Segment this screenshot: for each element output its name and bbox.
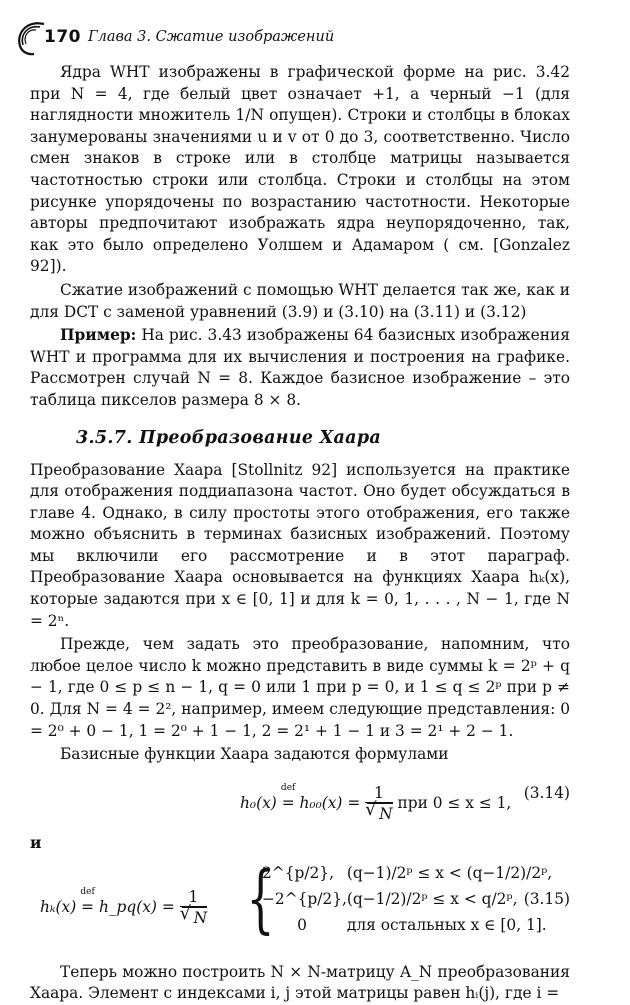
eq1-condition: при 0 ≤ x ≤ 1, [397, 793, 512, 812]
eq1-lhs: h₀(x) [240, 793, 277, 812]
running-title: Глава 3. Сжатие изображений [88, 29, 335, 45]
example-text: На рис. 3.43 изображены 64 базисных изображения WHT и программа для их вычисления и построения на графике. Рассмотрен случай N = 8. Каждое базисное изображение – это таблица пикселов размера 8 × 8. [30, 326, 570, 409]
page-body [30, 62, 570, 1005]
eq2-number: (3.15) [523, 889, 570, 908]
case-row-3 [262, 916, 547, 934]
paragraph-wht-compression: Сжатие изображений с помощью WHT делается так же, как и для DCT с заменой уравнений (3.9) и (3.10) на (3.11) и (3.12) [30, 280, 570, 321]
page-header [14, 18, 614, 58]
page-number: 170 [44, 27, 81, 47]
example-label: Пример: [60, 326, 137, 345]
case-row-1 [262, 864, 552, 882]
paragraph-example [30, 325, 570, 411]
case-3-value: 0 [297, 915, 307, 934]
eq2-def-equals: def = [80, 886, 95, 916]
case-1-condition: (q−1)/2ᵖ ≤ x < (q−1/2)/2ᵖ, [346, 863, 553, 882]
equation-3-14 [30, 776, 570, 830]
paragraph-haar-intro: Преобразование Хаара [Stollnitz 92] используется на практике для отображения поддиапазона частот. Оно будет обсуждаться в главе 4. Однако, в силу простоты этого отображения, его также можно объяснить в терминах базисных изображений. Поэтому мы включили его рассмотрение и в этот параграф. Преобразование Хаара основывается на функциях Хаара hₖ(x), которые задаются при x ∈ [0, 1] и для k = 0, 1, . . . , N − 1, где N = 2ⁿ. [30, 460, 570, 630]
case-2-condition: (q−1/2)/2ᵖ ≤ x < q/2ᵖ, [346, 889, 518, 908]
eq2-lhs: hₖ(x) [40, 897, 77, 916]
paragraph-haar-matrix: Теперь можно построить N × N-матрицу A_N преобразования Хаара. Элемент с индексами i, j этой матрицы равен hᵢ(j), где i = [30, 962, 570, 1003]
equation-3-15 [30, 855, 570, 948]
paragraph-integer-representation: Прежде, чем задать это преобразование, напомним, что любое целое число k можно представить в виде суммы k = 2ᵖ + q − 1, где 0 ≤ p ≤ n − 1, q = 0 или 1 при p = 0, и 1 ≤ q ≤ 2ᵖ при p ≠ 0. Для N = 4 = 2², например, имеем следующие представления: 0 = 2⁰ + 0 − 1, 1 = 2⁰ + 1 − 1, 2 = 2¹ + 1 − 1 и 3 = 2¹ + 2 − 1. [30, 635, 570, 740]
left-brace: { [246, 855, 275, 942]
and-conjunction: и [30, 833, 42, 852]
eq1-mid: h₀₀(x) = [299, 793, 361, 812]
eq1-def-equals: def = [280, 782, 296, 812]
section-title: 3.5.7. Преобразование Хаара [76, 427, 382, 448]
case-1-value: 2^{p/2}, [262, 863, 334, 882]
paragraph-basis-functions: Базисные функции Хаара задаются формулами [60, 745, 449, 764]
eq1-number: (3.14) [523, 783, 570, 802]
case-3-condition: для остальных x ∈ [0, 1]. [346, 915, 547, 934]
case-2-value: −2^{p/2}, [262, 889, 347, 908]
case-row-2 [262, 890, 517, 908]
eq1-fraction: 1 √ N [365, 784, 392, 824]
paragraph-wht-kernels: Ядра WHT изображены в графической форме на рис. 3.42 при N = 4, где белый цвет означает +1, а черный −1 (для наглядности множитель 1/N опущен). Строки и столбцы в блоках занумерованы значениями u и v от 0 до 3, соответственно. Число смен знаков в строке или в столбце матрицы называется частотностью строки или столбца. Строки и столбцы на этом рисунке упорядочены по возрастанию частотности. Некоторые авторы предпочитают изображать ядра неупорядоченно, так, как это было определено Уолшем и Адамаром ( см. [Gonzalez 92]). [30, 63, 570, 276]
eq2-mid: h_pq(x) = [98, 897, 175, 916]
eq2-fraction: 1 √ N [180, 888, 207, 928]
